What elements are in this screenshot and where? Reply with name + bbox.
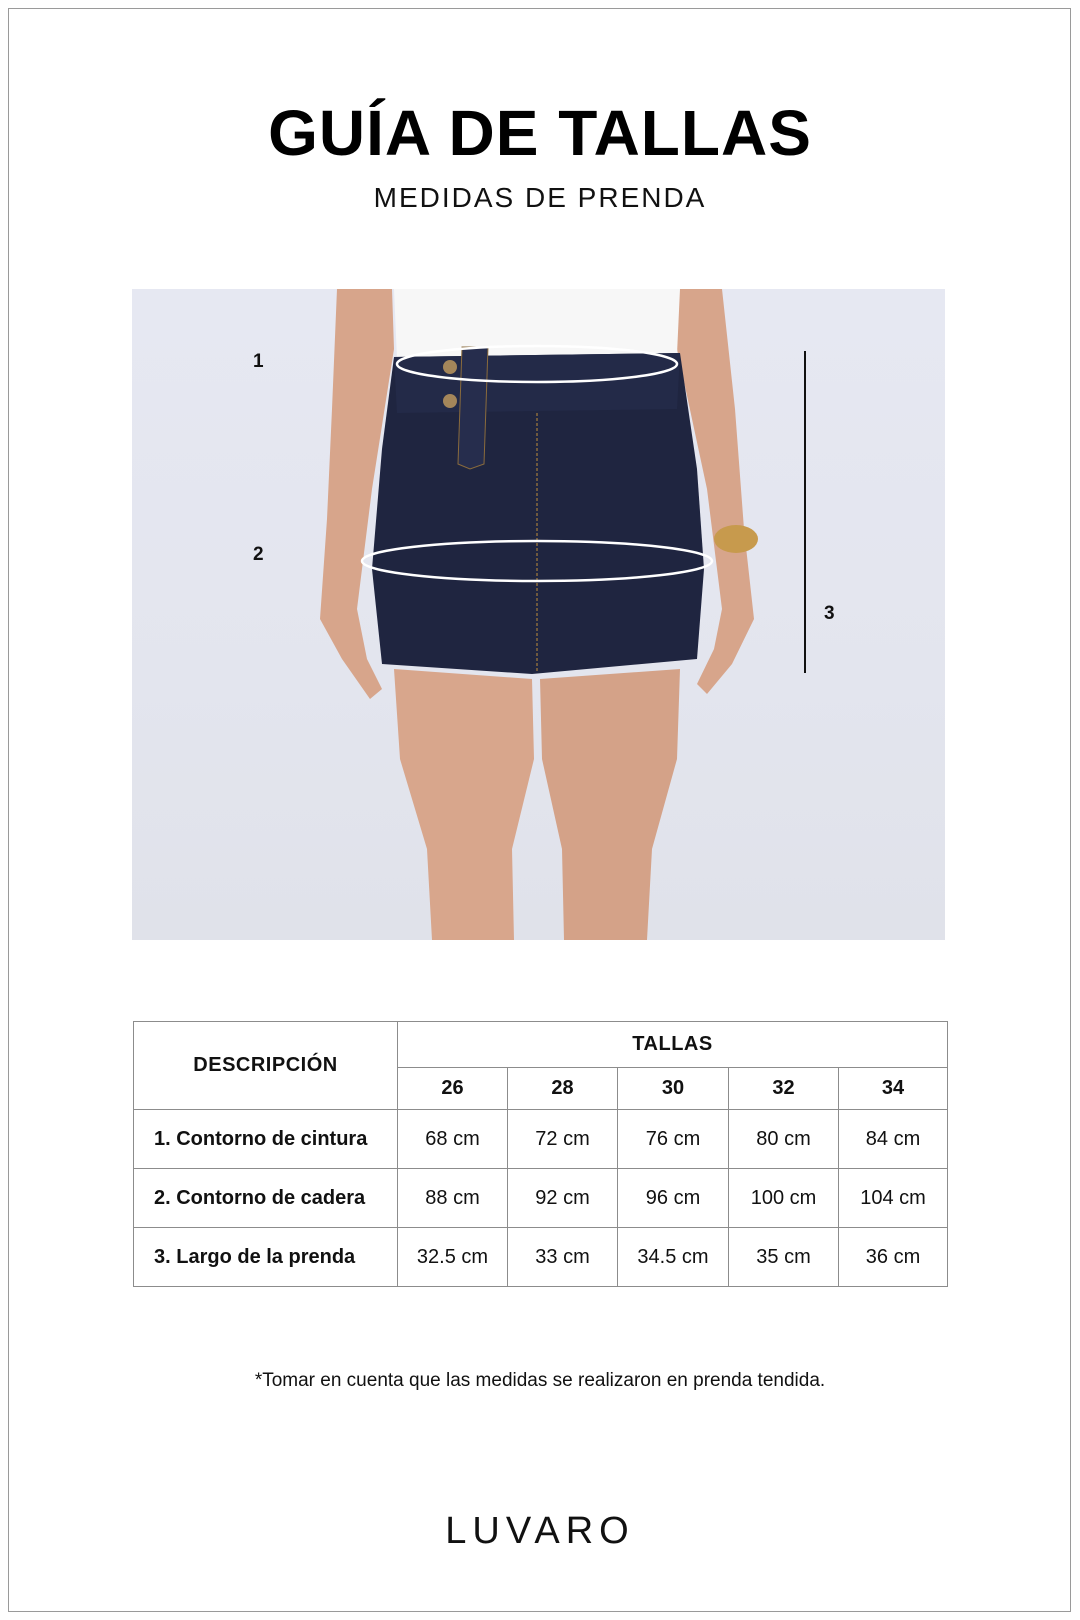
table-row bbox=[134, 1169, 948, 1228]
marker-3: 3 bbox=[824, 603, 835, 624]
table-cell: 35 cm bbox=[729, 1228, 839, 1287]
brand-logo: LUVARO bbox=[445, 1510, 635, 1552]
right-leg bbox=[540, 669, 680, 940]
white-top bbox=[394, 289, 680, 359]
bracelet bbox=[714, 525, 758, 553]
table-cell: 76 cm bbox=[618, 1110, 729, 1169]
button-top bbox=[443, 360, 457, 374]
table-cell: 68 cm bbox=[398, 1110, 508, 1169]
table-cell: 96 cm bbox=[618, 1169, 729, 1228]
table-cell: 72 cm bbox=[508, 1110, 618, 1169]
table-cell: 88 cm bbox=[398, 1169, 508, 1228]
table-row bbox=[134, 1228, 948, 1287]
marker-1: 1 bbox=[253, 351, 264, 372]
table-cell: 36 cm bbox=[839, 1228, 948, 1287]
table-cell: 80 cm bbox=[729, 1110, 839, 1169]
table-cell: 100 cm bbox=[729, 1169, 839, 1228]
left-leg bbox=[394, 669, 534, 940]
table-cell: 32.5 cm bbox=[398, 1228, 508, 1287]
button-bottom bbox=[443, 394, 457, 408]
size-header: 30 bbox=[618, 1068, 729, 1110]
size-header: 34 bbox=[839, 1068, 948, 1110]
table-cell: 104 cm bbox=[839, 1169, 948, 1228]
marker-2: 2 bbox=[253, 544, 264, 565]
table-cell: 84 cm bbox=[839, 1110, 948, 1169]
skirt-photo bbox=[132, 289, 945, 940]
table-cell: 34.5 cm bbox=[618, 1228, 729, 1287]
size-chart-table bbox=[133, 1021, 948, 1287]
size-header: 32 bbox=[729, 1068, 839, 1110]
table-cell: 33 cm bbox=[508, 1228, 618, 1287]
page-title: GUÍA DE TALLAS bbox=[268, 97, 812, 169]
strap bbox=[458, 347, 488, 469]
page-subtitle: MEDIDAS DE PRENDA bbox=[373, 182, 707, 213]
row-label: 3. Largo de la prenda bbox=[134, 1228, 398, 1287]
row-label: 1. Contorno de cintura bbox=[134, 1110, 398, 1169]
table-row bbox=[134, 1110, 948, 1169]
row-label: 2. Contorno de cadera bbox=[134, 1169, 398, 1228]
description-header: DESCRIPCIÓN bbox=[134, 1022, 398, 1110]
sizes-header: TALLAS bbox=[398, 1022, 948, 1068]
size-header: 28 bbox=[508, 1068, 618, 1110]
table-cell: 92 cm bbox=[508, 1169, 618, 1228]
footnote: *Tomar en cuenta que las medidas se realizaron en prenda tendida. bbox=[254, 1370, 826, 1391]
size-header: 26 bbox=[398, 1068, 508, 1110]
